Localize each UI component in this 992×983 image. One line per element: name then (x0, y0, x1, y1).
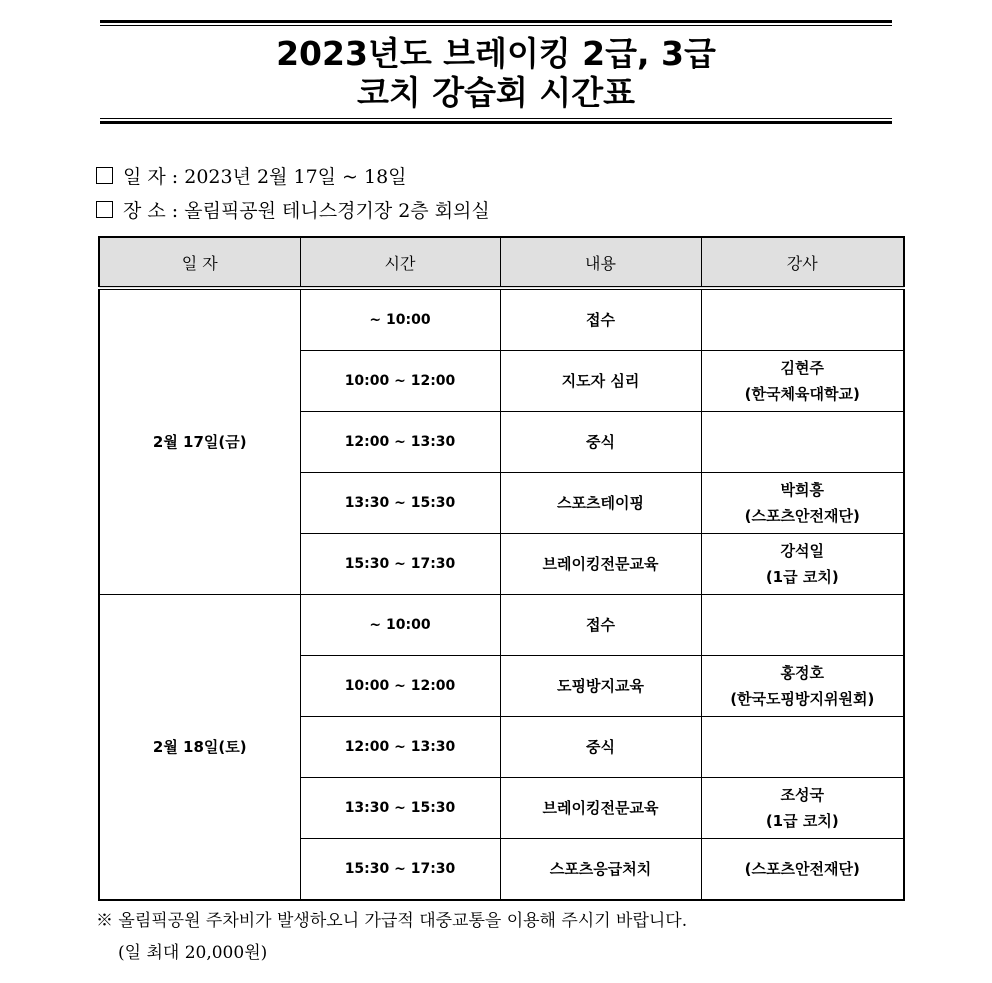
instructor-name: 홍정호 (780, 664, 824, 682)
page-title (100, 26, 892, 118)
instructor-cell (701, 656, 904, 717)
parking-note: ※ 올림픽공원 주차비가 발생하오니 가급적 대중교통을 이용해 주시기 바랍니다. (96, 911, 688, 931)
content-cell: 브레이킹전문교육 (500, 534, 701, 595)
checkbox-square-icon (96, 167, 113, 184)
time-cell: 12:00 ~ 13:30 (300, 412, 500, 473)
content-cell: 스포츠테이핑 (500, 473, 701, 534)
instructor-cell (701, 473, 904, 534)
header-date: 일 자 (99, 237, 300, 288)
day-cell: 2월 17일(금) (99, 288, 300, 595)
instructor-cell (701, 412, 904, 473)
instructor-cell (701, 351, 904, 412)
time-cell: 15:30 ~ 17:30 (300, 839, 500, 901)
title-line-1: 2023년도 브레이킹 2급, 3급 (276, 34, 716, 73)
instructor-name: 김현주 (780, 359, 824, 377)
header-instructor: 강사 (701, 237, 904, 288)
content-cell: 중식 (500, 412, 701, 473)
header-content: 내용 (500, 237, 701, 288)
instructor-org: (1급 코치) (765, 812, 839, 830)
time-cell: 10:00 ~ 12:00 (300, 656, 500, 717)
title-bottom-rule (100, 118, 892, 124)
time-cell: 13:30 ~ 15:30 (300, 778, 500, 839)
content-cell: 지도자 심리 (500, 351, 701, 412)
time-cell: ~ 10:00 (300, 288, 500, 351)
info-place-value: 올림픽공원 테니스경기장 2층 회의실 (184, 200, 490, 222)
table-row (99, 288, 904, 351)
instructor-cell (701, 778, 904, 839)
time-cell: 13:30 ~ 15:30 (300, 473, 500, 534)
time-cell: 12:00 ~ 13:30 (300, 717, 500, 778)
instructor-cell (701, 595, 904, 656)
instructor-name: 조성국 (780, 786, 824, 804)
info-date-value: 2023년 2월 17일 ~ 18일 (184, 166, 407, 188)
instructor-name: 박희흥 (780, 481, 824, 499)
content-cell: 접수 (500, 288, 701, 351)
table-header-row (99, 237, 904, 288)
instructor-org: (한국도핑방지위원회) (730, 690, 875, 708)
time-cell: ~ 10:00 (300, 595, 500, 656)
content-cell: 도핑방지교육 (500, 656, 701, 717)
instructor-org: (스포츠안전재단) (744, 507, 860, 525)
title-block (100, 20, 892, 124)
instructor-cell (701, 839, 904, 901)
time-cell: 15:30 ~ 17:30 (300, 534, 500, 595)
content-cell: 스포츠응급처치 (500, 839, 701, 901)
instructor-org: (한국체육대학교) (744, 385, 860, 403)
time-cell: 10:00 ~ 12:00 (300, 351, 500, 412)
instructor-name: 강석일 (780, 542, 824, 560)
checkbox-square-icon (96, 201, 113, 218)
instructor-cell (701, 717, 904, 778)
content-cell: 접수 (500, 595, 701, 656)
info-date (96, 162, 407, 189)
day-cell: 2월 18일(토) (99, 595, 300, 901)
info-date-label: 일 자 : (123, 166, 179, 188)
instructor-cell (701, 288, 904, 351)
content-cell: 중식 (500, 717, 701, 778)
table-row (99, 595, 904, 656)
info-place (96, 196, 490, 223)
instructor-name: (스포츠안전재단) (744, 860, 860, 878)
instructor-cell (701, 534, 904, 595)
title-line-2: 코치 강습회 시간표 (356, 73, 635, 112)
parking-fee-note: (일 최대 20,000원) (118, 943, 268, 963)
instructor-org: (1급 코치) (765, 568, 839, 586)
header-time: 시간 (300, 237, 500, 288)
info-place-label: 장 소 : (123, 200, 179, 222)
schedule-table (98, 236, 905, 901)
content-cell: 브레이킹전문교육 (500, 778, 701, 839)
